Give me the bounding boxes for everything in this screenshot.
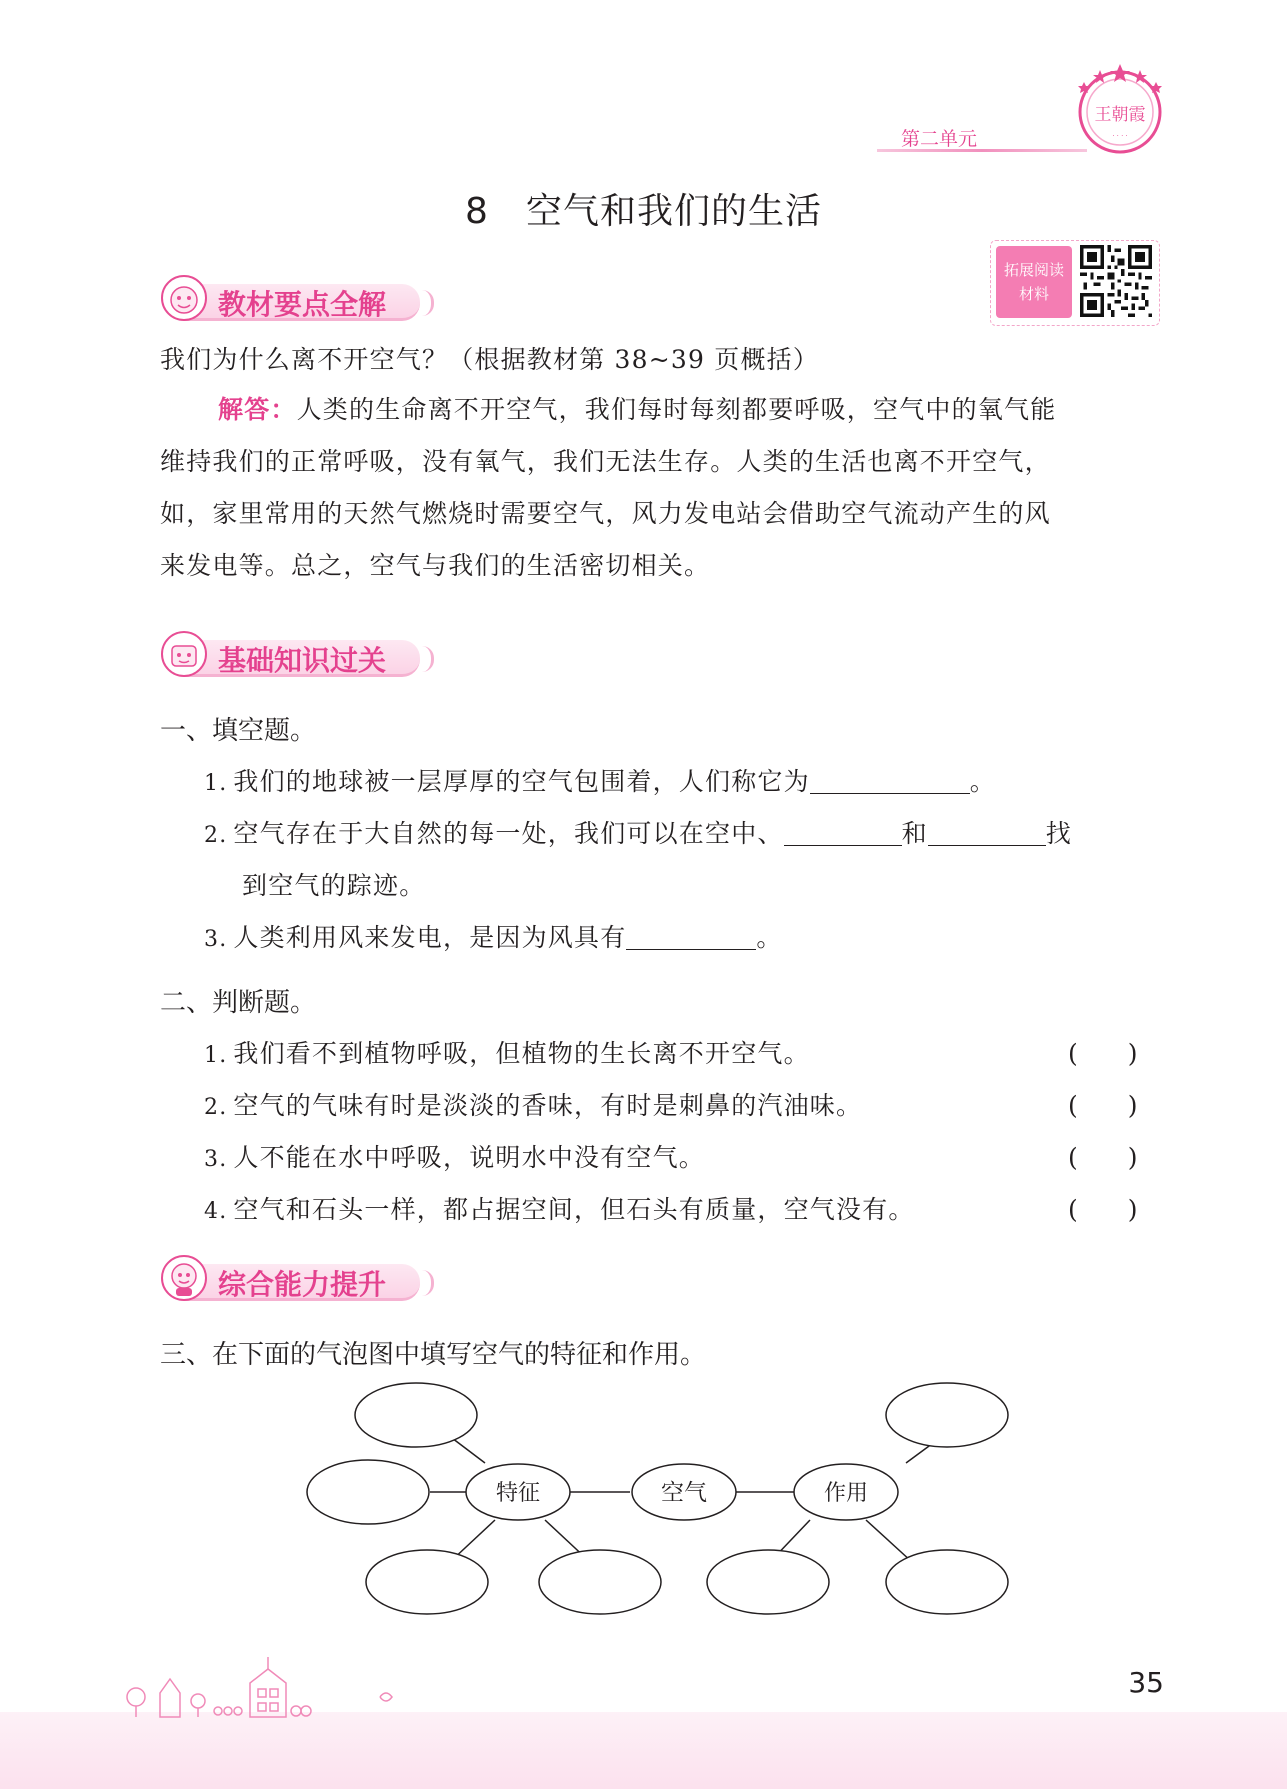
svg-text:王朝霞: 王朝霞: [1094, 105, 1146, 125]
mascot-icon: [158, 1252, 210, 1304]
key-answer: [160, 384, 1157, 592]
bubble-map-diagram: [300, 1380, 1020, 1640]
connector-line: [866, 1520, 912, 1562]
answer-blank[interactable]: [928, 845, 1046, 846]
answer-blank[interactable]: [626, 949, 756, 950]
section-banner-comprehensive: [158, 1252, 438, 1304]
answer-blank[interactable]: [784, 845, 902, 846]
fill-question-2-cont: 到空气的踪迹。: [242, 871, 426, 900]
function-label: 作用: [823, 1481, 869, 1506]
answer-line-4: 来发电等。总之，空气与我们的生活密切相关。: [160, 551, 711, 580]
answer-label: 解答：: [218, 395, 297, 424]
extended-reading-label-1: 拓展阅读: [1003, 261, 1064, 279]
empty-bubble[interactable]: [707, 1550, 829, 1614]
mascot-icon: [158, 272, 210, 324]
answer-parentheses[interactable]: ( ): [1068, 1143, 1138, 1172]
footer-band: [0, 1712, 1287, 1789]
feature-label: 特征: [495, 1481, 541, 1506]
page-number: 35: [1128, 1666, 1164, 1699]
empty-bubble[interactable]: [886, 1550, 1008, 1614]
fill-question-1: 1. 我们的地球被一层厚厚的空气包围着，人们称它为 。: [204, 767, 996, 796]
unit-tag: [877, 124, 1087, 154]
empty-bubble[interactable]: [366, 1550, 488, 1614]
section-banner-basics: [158, 628, 438, 680]
empty-bubble[interactable]: [307, 1460, 429, 1524]
center-label: 空气: [661, 1480, 707, 1506]
empty-bubble[interactable]: [886, 1383, 1008, 1447]
fill-question-3: 3. 人类利用风来发电，是因为风具有 。: [204, 923, 783, 952]
judge-question-4: 4. 空气和石头一样，都占据空间，但石头有质量，空气没有。: [204, 1195, 915, 1224]
answer-parentheses[interactable]: ( ): [1068, 1091, 1138, 1120]
part2-heading: 二、判断题。: [160, 988, 317, 1018]
answer-line-1: 解答：人类的生命离不开空气，我们每时每刻都要呼吸，空气中的氧气能: [218, 395, 1057, 424]
page-title: 8 空气和我们的生活: [465, 191, 822, 232]
part3-heading: 三、在下面的气泡图中填写空气的特征和作用。: [160, 1340, 707, 1370]
mascot-icon: [158, 628, 210, 680]
key-question: 我们为什么离不开空气？（根据教材第 38~39 页概括）: [160, 345, 820, 374]
section-title: 基础知识过关: [218, 644, 387, 677]
publisher-seal-logo: [1070, 60, 1170, 160]
unit-label: 第二单元: [901, 128, 978, 150]
fill-question-2: 2. 空气存在于大自然的每一处，我们可以在空中、 和 找: [204, 819, 1072, 848]
section-title: 教材要点全解: [218, 288, 387, 321]
answer-parentheses[interactable]: ( ): [1068, 1039, 1138, 1068]
judge-question-1: 1. 我们看不到植物呼吸，但植物的生长离不开空气。: [204, 1039, 810, 1068]
section-title: 综合能力提升: [218, 1268, 387, 1301]
judge-question-3: 3. 人不能在水中呼吸，说明水中没有空气。: [204, 1143, 705, 1172]
section-banner-key-points: [158, 272, 438, 324]
judge-question-2: 2. 空气的气味有时是淡淡的香味，有时是刺鼻的汽油味。: [204, 1091, 863, 1120]
answer-parentheses[interactable]: ( ): [1068, 1195, 1138, 1224]
part1-heading: 一、填空题。: [160, 716, 317, 746]
empty-bubble[interactable]: [539, 1550, 661, 1614]
answer-blank[interactable]: [810, 793, 970, 794]
empty-bubble[interactable]: [355, 1383, 477, 1447]
answer-line-3: 如，家里常用的天然气燃烧时需要空气，风力发电站会借助空气流动产生的风: [160, 499, 1051, 528]
qr-code-icon[interactable]: [1080, 245, 1152, 317]
extended-reading-button[interactable]: [996, 246, 1072, 318]
svg-text:· · · ·: · · · ·: [1112, 132, 1128, 140]
answer-line-2: 维持我们的正常呼吸，没有氧气，我们无法生存。人类的生活也离不开空气，: [160, 447, 1051, 476]
extended-reading-label-2: 材料: [1018, 285, 1049, 303]
town-decoration-icon: [118, 1645, 418, 1720]
